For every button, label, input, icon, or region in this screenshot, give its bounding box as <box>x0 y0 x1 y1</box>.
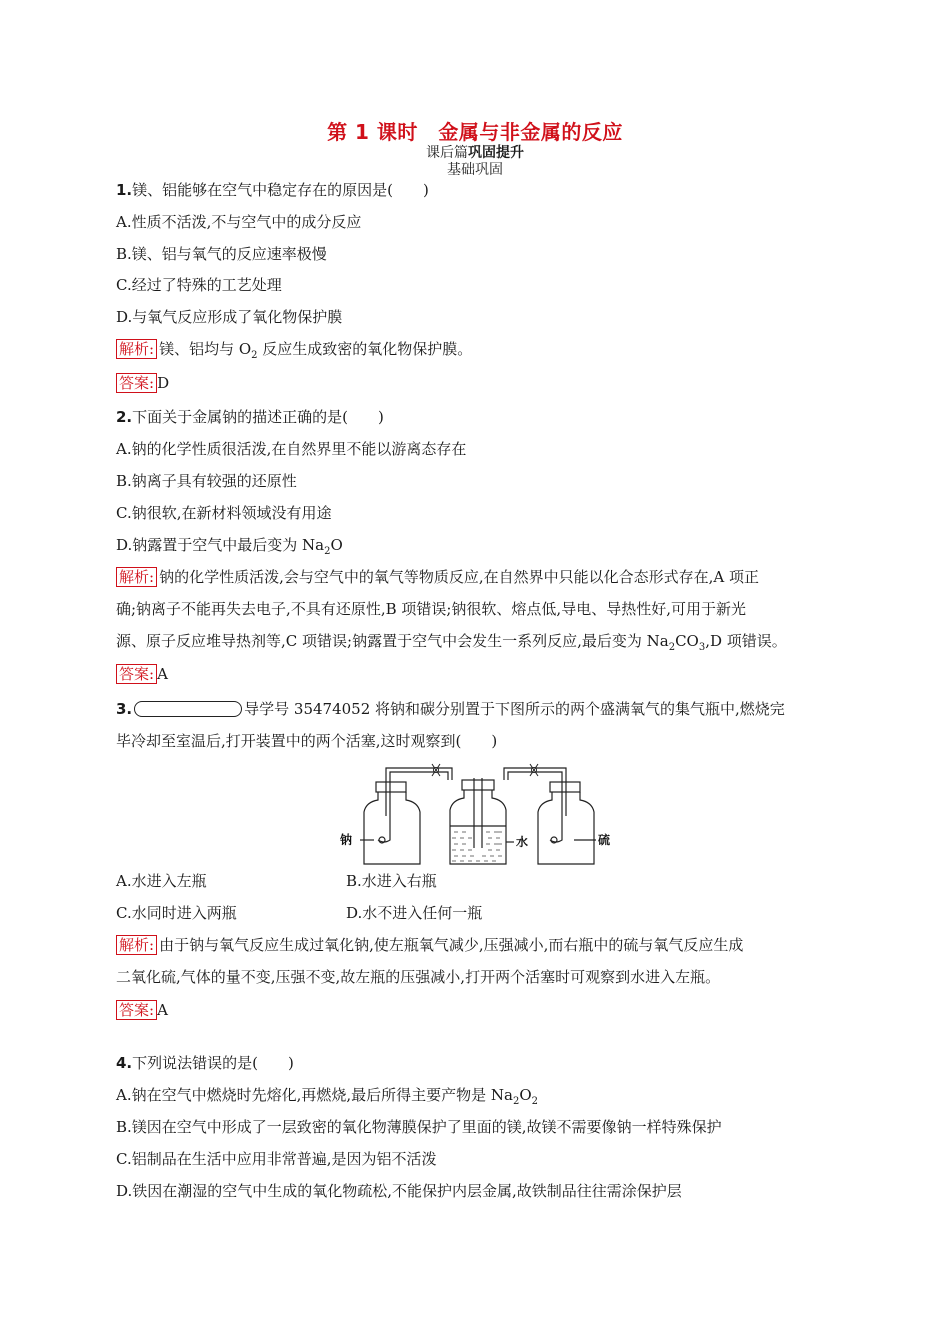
q3-option-c: C.水同时进入两瓶 <box>116 904 237 922</box>
q1-option-b: B.镁、铝与氧气的反应速率极慢 <box>116 245 327 263</box>
q2-analysis-text-3c: ,D 项错误。 <box>705 632 787 650</box>
q4-option-a-sub-2: 2 <box>531 1096 539 1107</box>
analysis-tag: 解析: <box>116 935 157 955</box>
analysis-tag: 解析: <box>116 339 157 359</box>
q1-answer-value: D <box>157 374 170 392</box>
section-heading: 基础巩固 <box>447 162 503 178</box>
q2-analysis-text-3b: CO <box>675 632 699 650</box>
q4-stem-text: 下列说法错误的是( ) <box>132 1054 294 1072</box>
q1-analysis-text-a: 镁、铝均与 O <box>159 340 252 358</box>
q3-answer-value: A <box>157 1001 168 1019</box>
q2-answer <box>116 664 168 684</box>
q2-option-d-sub: 2 <box>324 546 331 557</box>
q3-option-b: B.水进入右瓶 <box>346 872 437 890</box>
q4-stem <box>116 1053 294 1073</box>
q2-option-d <box>116 535 343 562</box>
q3-analysis-line2: 二氧化硫,气体的量不变,压强不变,故左瓶的压强减小,打开两个活塞时可观察到水进入左瓶。 <box>116 968 721 986</box>
q1-stem <box>116 180 429 200</box>
left-bottle <box>364 782 420 864</box>
q1-option-c: C.经过了特殊的工艺处理 <box>116 276 282 294</box>
q4-option-b: B.镁因在空气中形成了一层致密的氧化物薄膜保护了里面的镁,故镁不需要像钠一样特殊保护 <box>116 1118 722 1136</box>
q2-option-d-text-a: D.钠露置于空气中最后变为 Na <box>116 536 325 554</box>
q3-number: 3. <box>116 700 133 718</box>
label-sodium: 钠 <box>340 833 353 847</box>
q1-analysis-sub: 2 <box>251 350 258 361</box>
subtitle-prefix: 课后篇 <box>426 145 468 161</box>
q1-option-a: A.性质不活泼,不与空气中的成分反应 <box>116 213 362 231</box>
q2-analysis-sub-2: 3 <box>698 642 706 653</box>
page-subtitle <box>0 145 950 161</box>
q1-answer <box>116 373 169 393</box>
answer-tag: 答案: <box>116 373 157 393</box>
answer-tag: 答案: <box>116 664 157 684</box>
water-hatching <box>452 832 502 861</box>
q2-number: 2. <box>116 408 133 426</box>
q2-answer-value: A <box>157 665 168 683</box>
q3-stem-line1 <box>116 699 785 720</box>
q4-option-a <box>116 1085 538 1112</box>
q2-analysis-text-3a: 源、原子反应堆导热剂等,C 项错误;钠露置于空气中会发生一系列反应,最后变为 Na <box>116 632 669 650</box>
q2-analysis-line1 <box>116 567 759 587</box>
q2-analysis-text-1: 钠的化学性质活泼,会与空气中的氧气等物质反应,在自然界中只能以化合态形式存在,A 项正 <box>159 568 759 586</box>
q4-number: 4. <box>116 1054 133 1072</box>
q2-analysis-line2: 确;钠离子不能再失去电子,不具有还原性,B 项错误;钠很软、熔点低,导电、导热性好,可用于新光 <box>116 600 746 618</box>
q3-option-d: D.水不进入任何一瓶 <box>346 904 483 922</box>
label-water: 水 <box>516 835 529 849</box>
q2-analysis-line3 <box>116 631 787 658</box>
q2-stem-text: 下面关于金属钠的描述正确的是( ) <box>132 408 384 426</box>
q3-answer <box>116 1000 168 1020</box>
q4-option-a-sub-1: 2 <box>512 1096 520 1107</box>
q2-option-a: A.钠的化学性质很活泼,在自然界里不能以游离态存在 <box>116 440 467 458</box>
q1-option-d: D.与氧气反应形成了氧化物保护膜 <box>116 308 343 326</box>
q2-stem <box>116 407 384 427</box>
q1-number: 1. <box>116 181 133 199</box>
subtitle-bold: 巩固提升 <box>468 145 524 161</box>
q2-option-c: C.钠很软,在新材料领域没有用途 <box>116 504 332 522</box>
q4-option-a-text-a: A.钠在空气中燃烧时先熔化,再燃烧,最后所得主要产物是 Na <box>116 1086 513 1104</box>
middle-bottle <box>450 780 506 864</box>
q2-option-d-text-b: O <box>330 536 343 554</box>
right-connecting-tube-inner <box>508 772 562 816</box>
q4-option-a-text-b: O <box>519 1086 532 1104</box>
q3-analysis-text-1: 由于钠与氧气反应生成过氧化钠,使左瓶氧气减少,压强减小,而右瓶中的硫与氧气反应生成 <box>159 936 744 954</box>
page-title: 第 1 课时 金属与非金属的反应 <box>327 120 623 144</box>
q1-stem-text: 镁、铝能够在空气中稳定存在的原因是( ) <box>132 181 429 199</box>
guide-number-box <box>134 701 242 717</box>
answer-tag: 答案: <box>116 1000 157 1020</box>
q1-analysis-text-b: 反应生成致密的氧化物保护膜。 <box>257 340 473 358</box>
q3-analysis-line1 <box>116 935 743 955</box>
q3-option-a: A.水进入左瓶 <box>116 872 207 890</box>
q1-analysis <box>116 339 472 366</box>
q2-option-b: B.钠离子具有较强的还原性 <box>116 472 297 490</box>
q4-option-c: C.铝制品在生活中应用非常普遍,是因为铝不活泼 <box>116 1150 437 1168</box>
q4-option-d: D.铁因在潮湿的空气中生成的氧化物疏松,不能保护内层金属,故铁制品往往需涂保护层 <box>116 1182 682 1200</box>
label-sulfur: 硫 <box>598 833 611 847</box>
gas-jar-apparatus-figure <box>338 758 613 870</box>
q3-stem-line2: 毕冷却至室温后,打开装置中的两个活塞,这时观察到( ) <box>116 732 498 750</box>
q2-analysis-sub-1: 2 <box>668 642 676 653</box>
analysis-tag: 解析: <box>116 567 157 587</box>
q3-stem-text-1: 导学号 35474052 将钠和碳分别置于下图所示的两个盛满氧气的集气瓶中,燃烧完 <box>244 700 785 718</box>
